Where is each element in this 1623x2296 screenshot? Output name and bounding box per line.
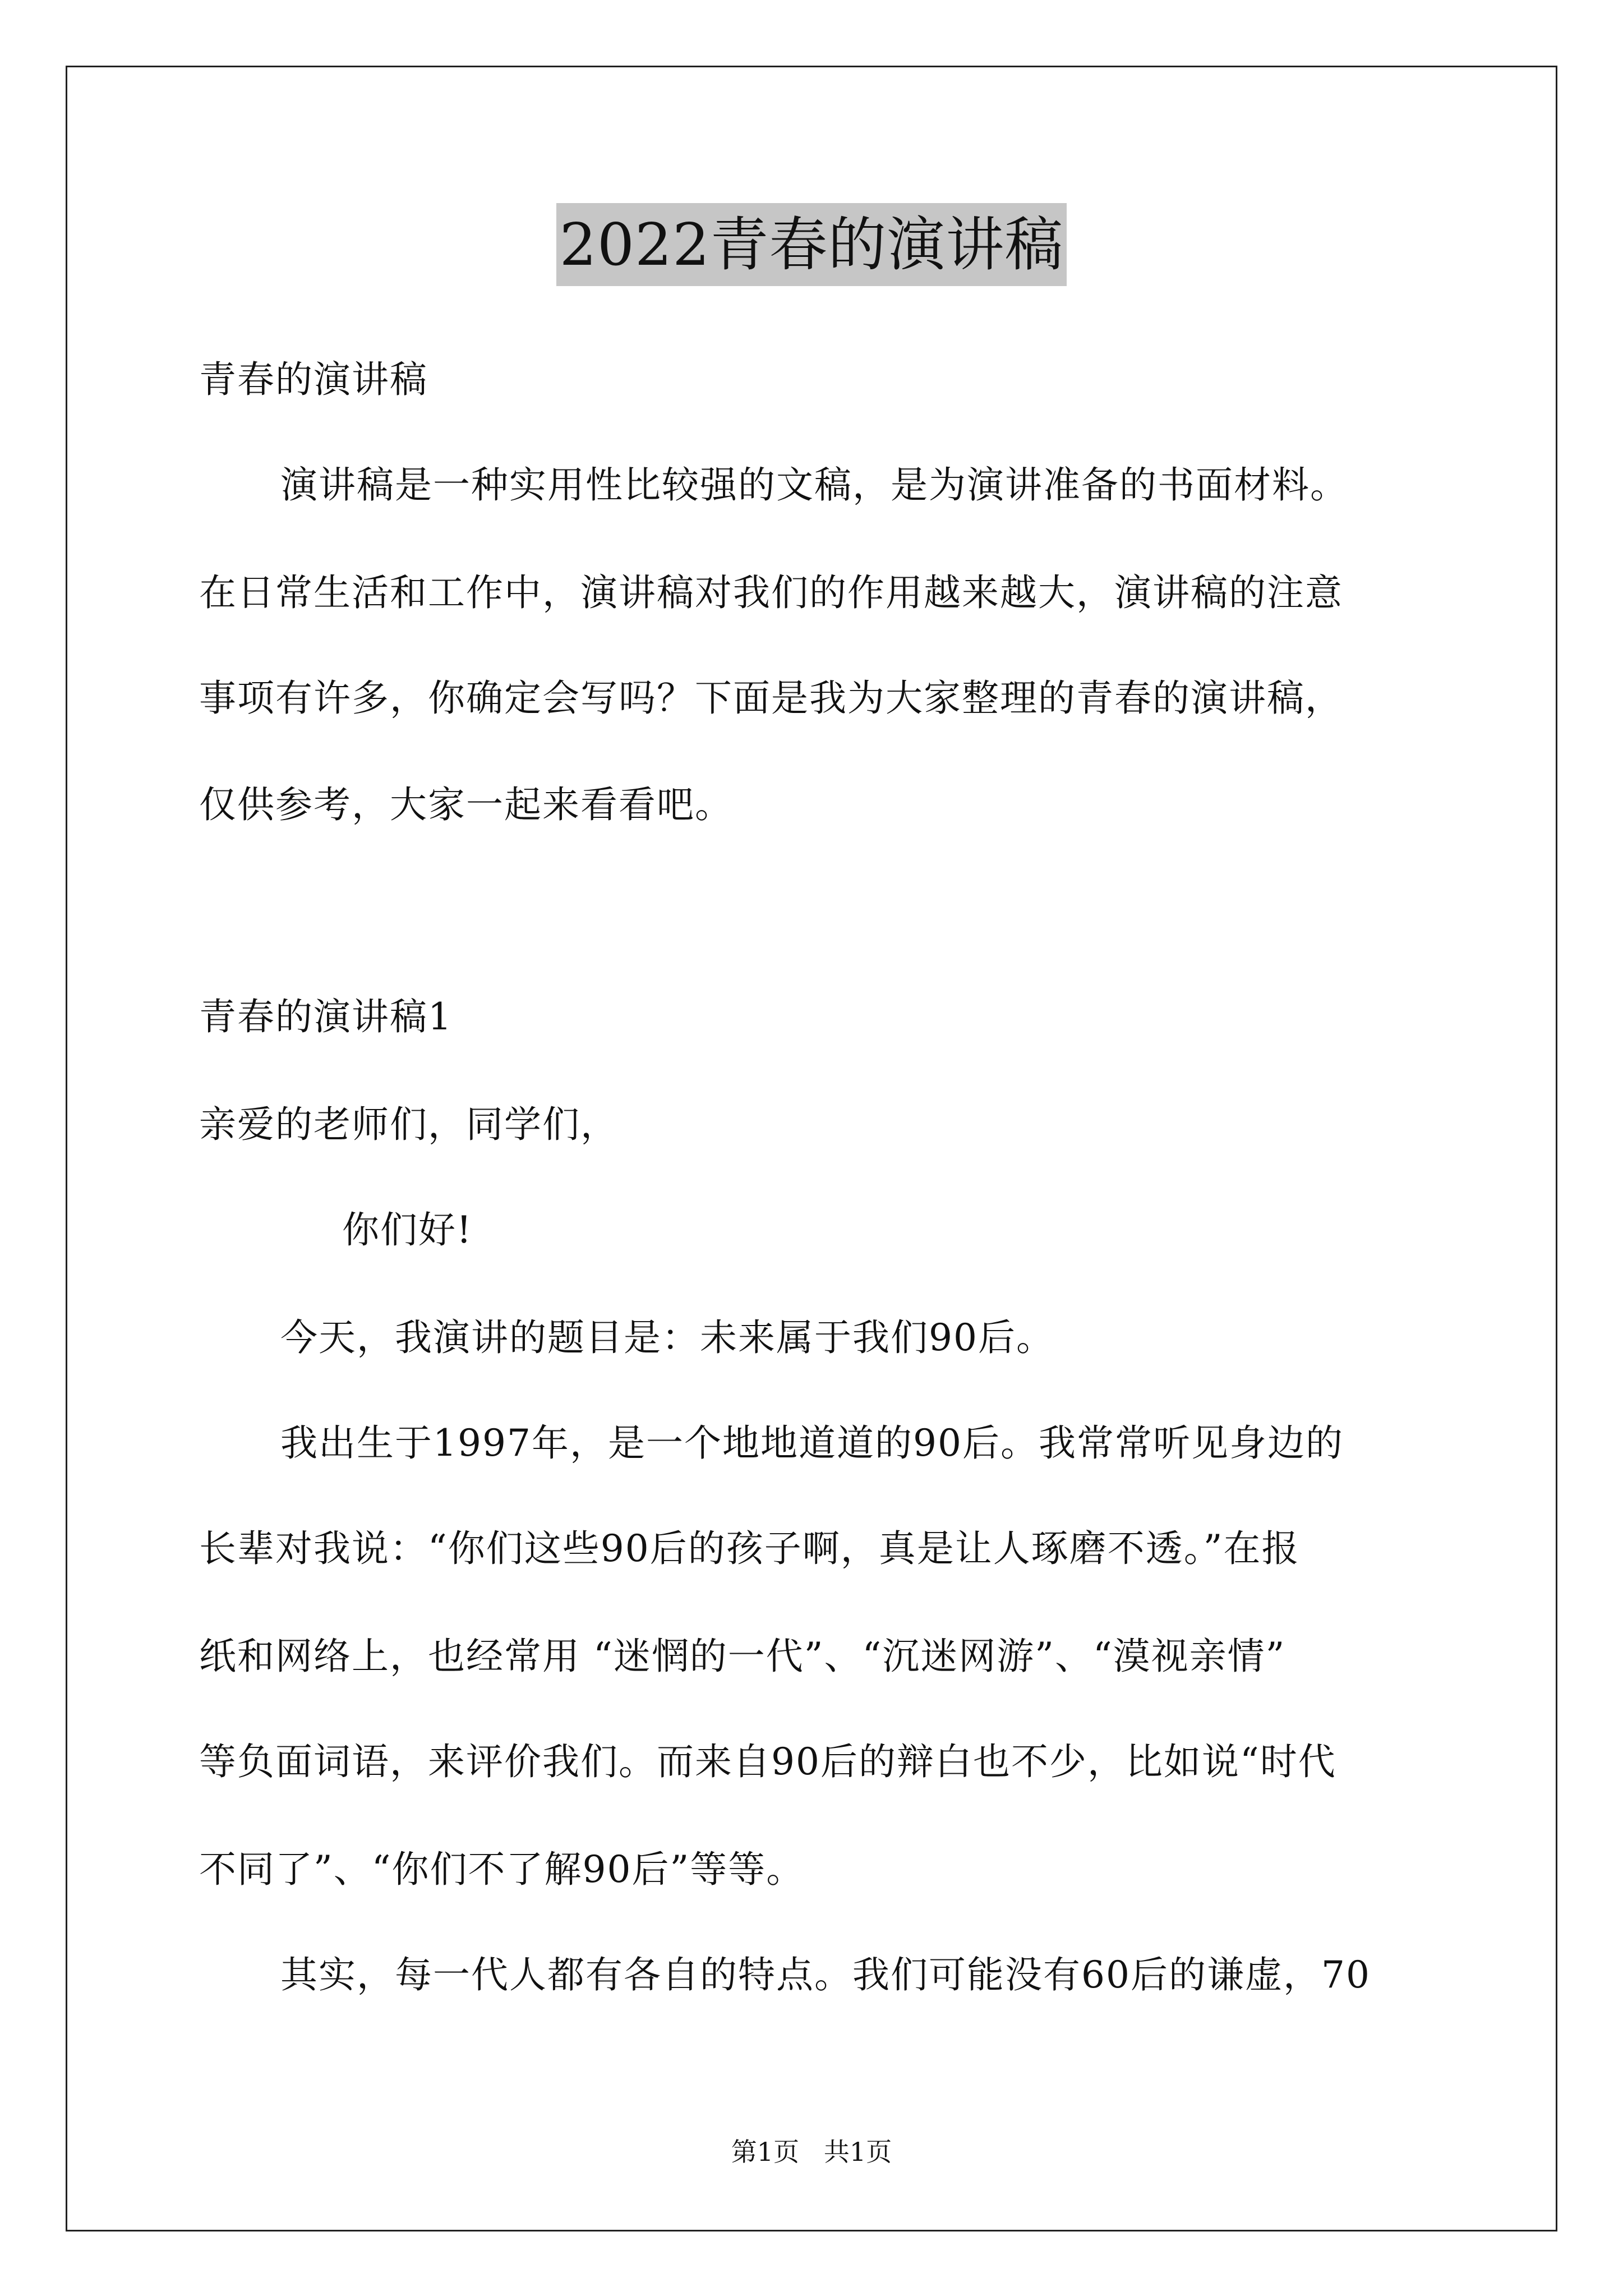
- paragraph-line: 今天，我演讲的题目是：未来属于我们90后。: [280, 1316, 1054, 1359]
- page-footer: 第1页 共1页: [731, 2137, 892, 2167]
- paragraph-line: 纸和网络上，也经常用 “迷惘的一代”、“沉迷网游”、“漠视亲情”: [199, 1635, 1286, 1678]
- greeting-line: 你们好!: [342, 1208, 473, 1251]
- paragraph-line: 不同了”、“你们不了解90后”等等。: [199, 1848, 805, 1891]
- paragraph-line: 仅供参考，大家一起来看看吧。: [199, 783, 733, 826]
- title-container: [0, 203, 1623, 286]
- section-heading: 青春的演讲稿: [199, 358, 428, 401]
- paragraph-line: 在日常生活和工作中，演讲稿对我们的作用越来越大，演讲稿的注意: [199, 571, 1343, 614]
- paragraph-line: 我出生于1997年，是一个地地道道的90后。我常常听见身边的: [280, 1421, 1344, 1465]
- paragraph-line: 事项有许多，你确定会写吗？下面是我为大家整理的青春的演讲稿，: [199, 677, 1343, 720]
- paragraph-line: 长辈对我说：“你们这些90后的孩子啊，真是让人琢磨不透。”在报: [199, 1527, 1300, 1570]
- section-heading: 青春的演讲稿1: [199, 995, 453, 1038]
- salutation-line: 亲爱的老师们，同学们，: [199, 1103, 619, 1146]
- paragraph-line: 演讲稿是一种实用性比较强的文稿，是为演讲准备的书面材料。: [280, 463, 1348, 507]
- paragraph-line: 等负面词语，来评价我们。而来自90后的辩白也不少，比如说“时代: [199, 1740, 1336, 1783]
- document-title: 2022青春的演讲稿: [556, 203, 1067, 286]
- paragraph-line: 其实，每一代人都有各自的特点。我们可能没有60后的谦虚，70: [280, 1953, 1371, 1996]
